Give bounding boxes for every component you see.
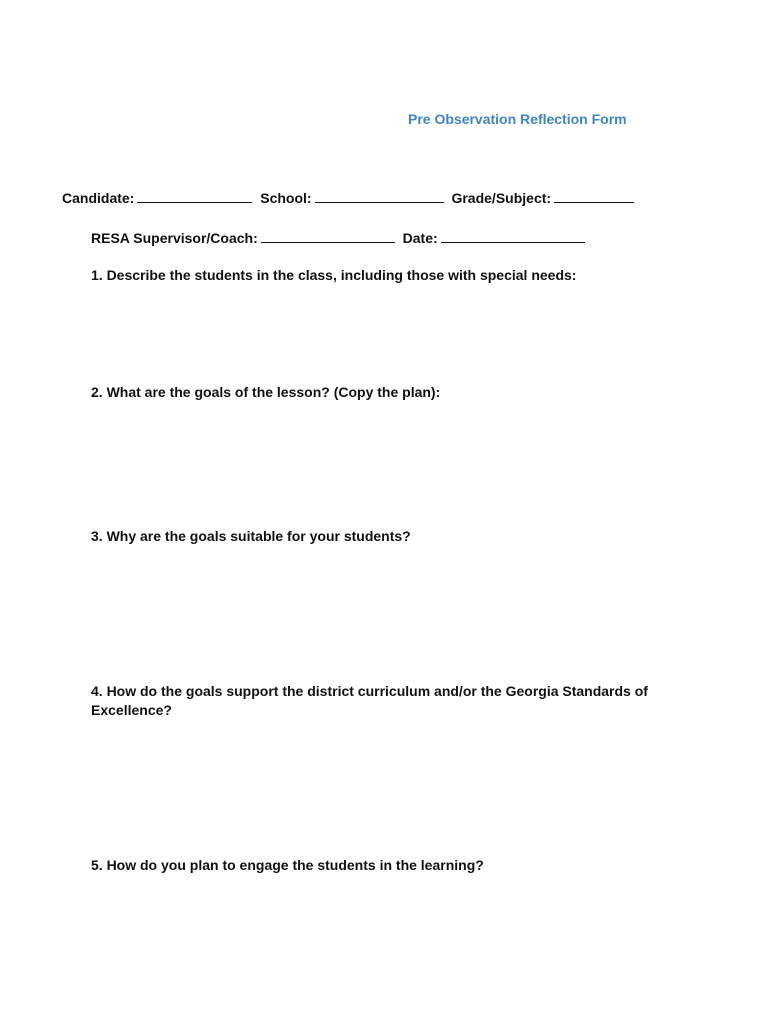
date-label: Date: (402, 230, 438, 246)
date-blank[interactable] (441, 228, 585, 243)
grade-subject-blank[interactable] (554, 188, 634, 203)
candidate-blank[interactable] (137, 188, 252, 203)
question-3: 3. Why are the goals suitable for your students? (91, 528, 411, 544)
supervisor-blank[interactable] (261, 228, 395, 243)
supervisor-info-row (91, 228, 589, 248)
question-4: 4. How do the goals support the district curriculum and/or the Georgia Standards of Excellence? (91, 683, 648, 718)
supervisor-label: RESA Supervisor/Coach: (91, 230, 258, 246)
candidate-info-row (62, 188, 638, 208)
form-title: Pre Observation Reflection Form (408, 111, 627, 127)
school-blank[interactable] (315, 188, 444, 203)
question-1: 1. Describe the students in the class, including those with special needs: (91, 267, 577, 283)
question-5: 5. How do you plan to engage the students in the learning? (91, 857, 484, 873)
school-label: School: (260, 190, 312, 206)
grade-subject-label: Grade/Subject: (451, 190, 552, 206)
candidate-label: Candidate: (62, 190, 135, 206)
question-2: 2. What are the goals of the lesson? (Copy the plan): (91, 384, 441, 400)
